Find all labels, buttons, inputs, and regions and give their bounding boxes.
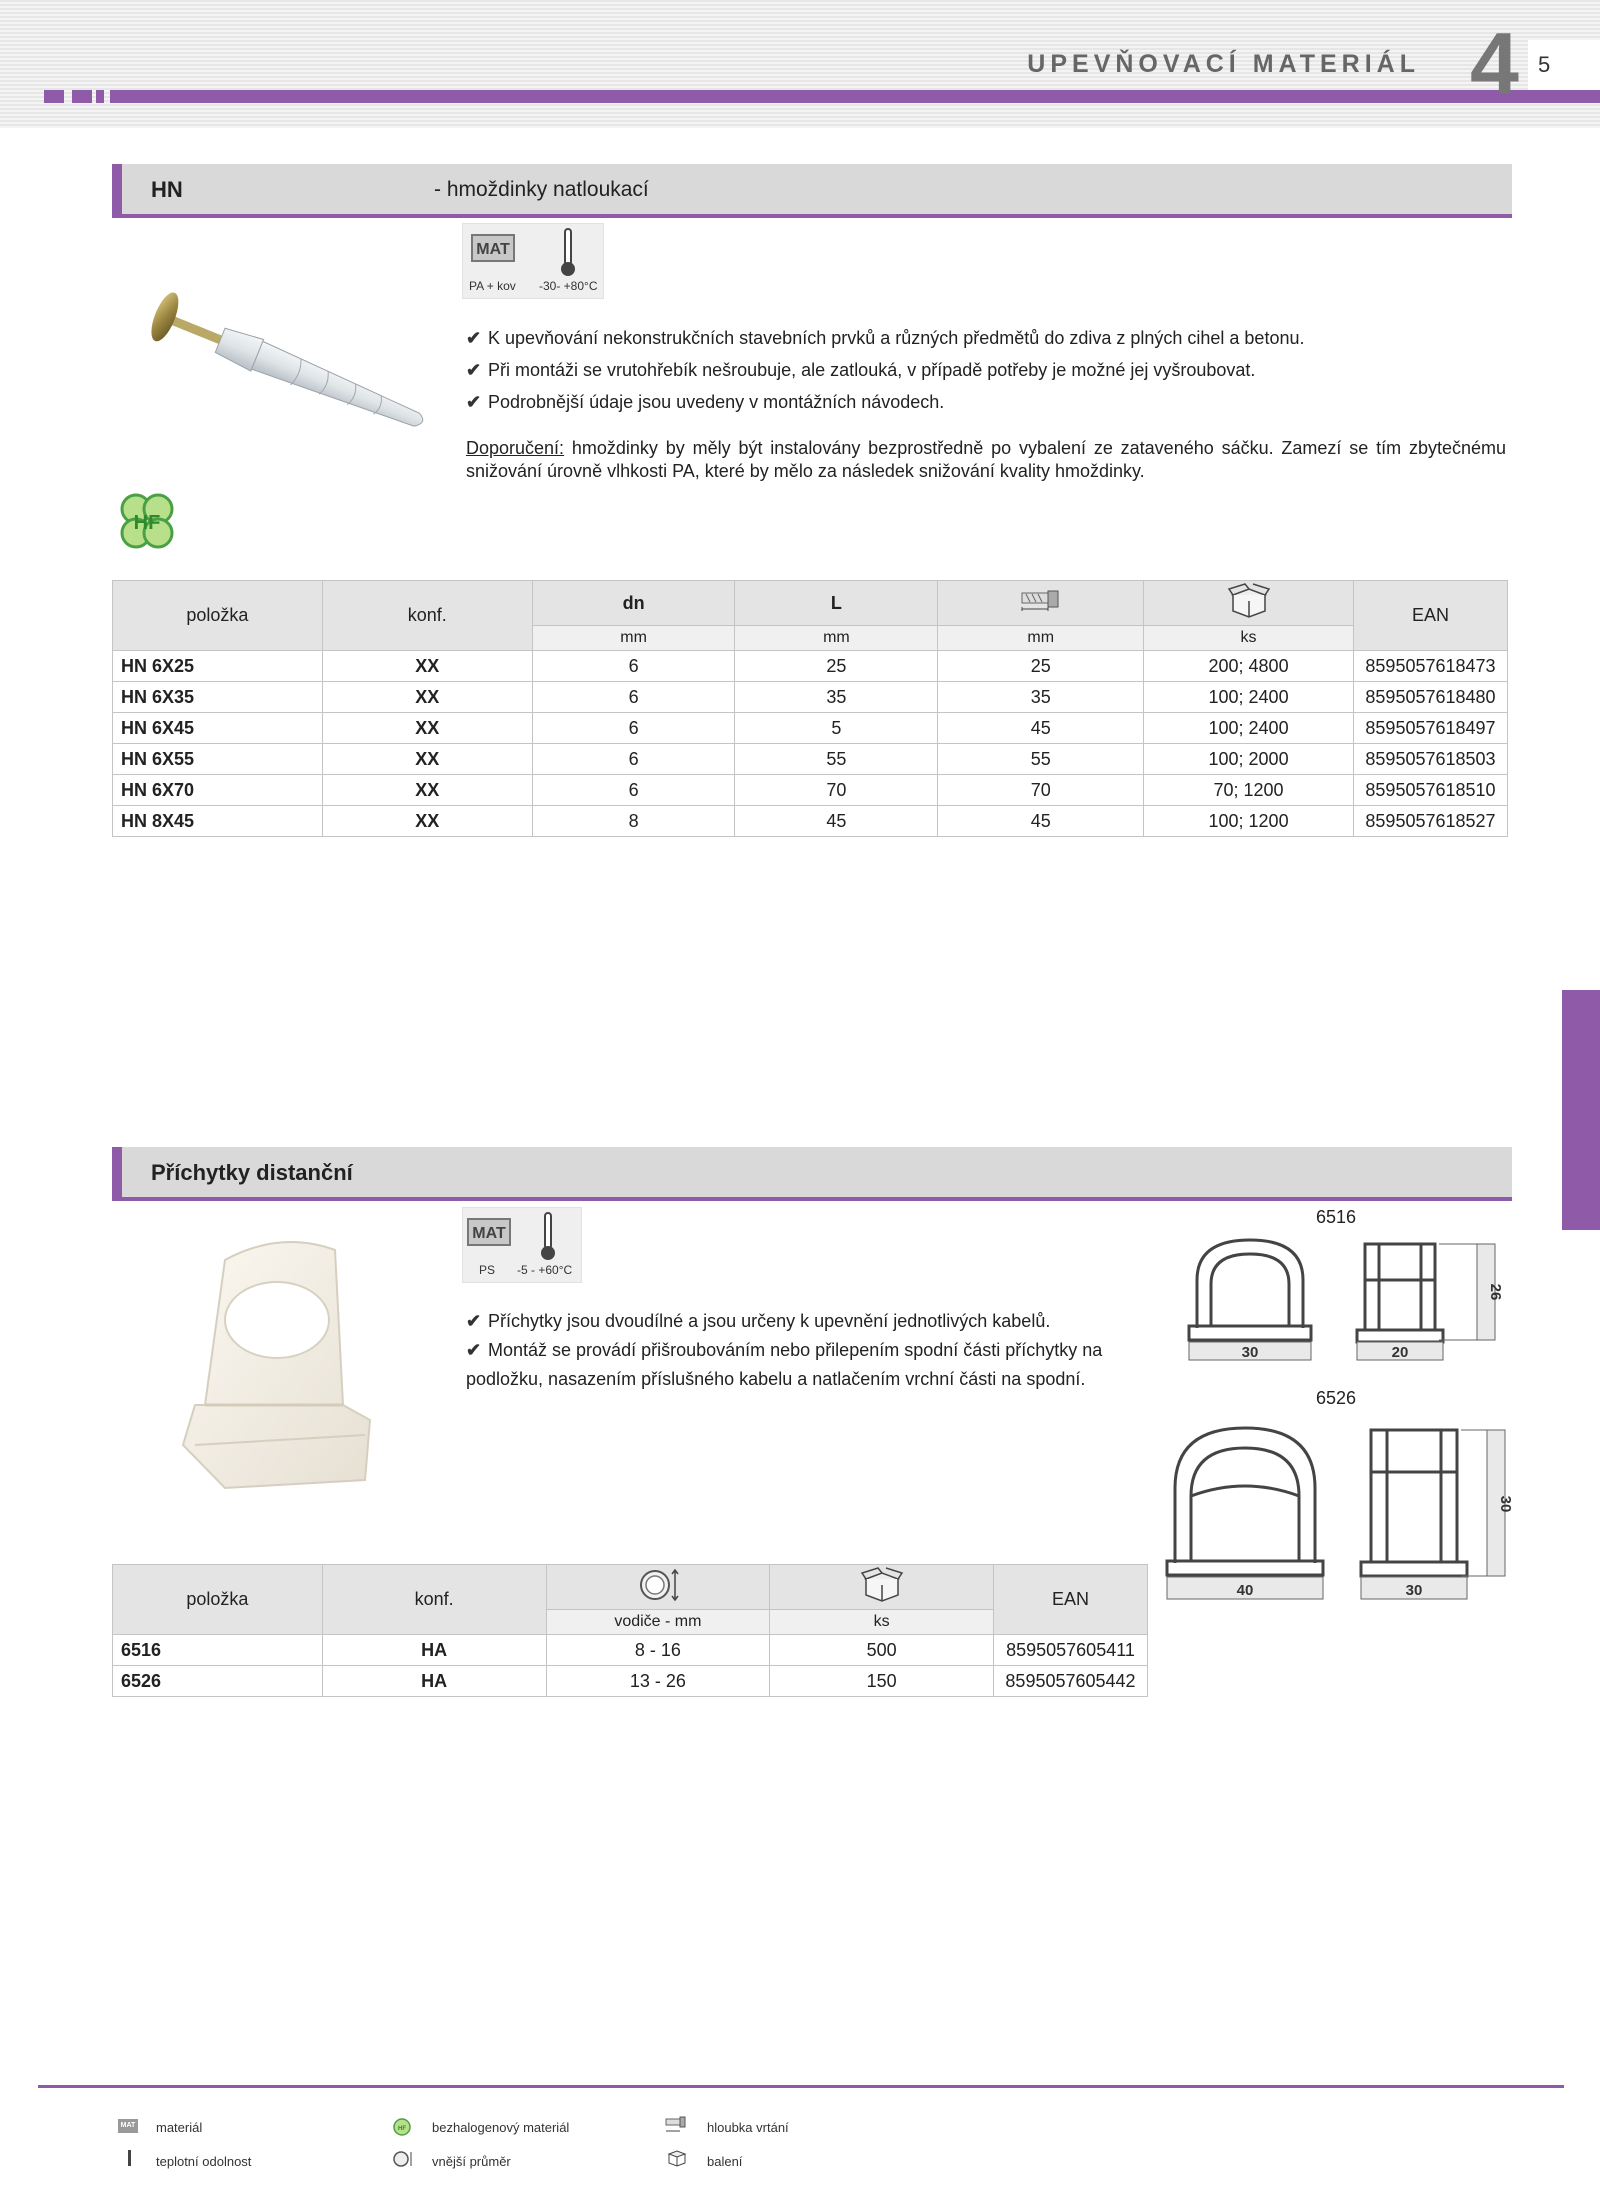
hf-badge-label: HF xyxy=(133,512,161,534)
hf-badge xyxy=(112,487,182,557)
col-header-package xyxy=(1144,581,1354,626)
table-row: HN 6X45 XX 6 5 45 100; 2400 8595057618497 xyxy=(113,713,1508,744)
temperature-value: -5 - +60°C xyxy=(517,1263,573,1277)
hn-product-table xyxy=(112,580,1508,837)
legend-label: teplotní odolnost xyxy=(156,2154,252,2169)
col-header-item: položka xyxy=(113,581,323,651)
dimension-width: 40 xyxy=(1236,1582,1254,1599)
legend-label: vnější průměr xyxy=(432,2154,511,2169)
table-row: HN 8X45 XX 8 45 45 100; 1200 8595057618527 xyxy=(113,806,1508,837)
temperature-value: -30- +80°C xyxy=(539,279,598,293)
legend-label: balení xyxy=(707,2154,743,2169)
thermometer-icon xyxy=(561,228,575,276)
col-header-drill-depth xyxy=(938,581,1144,626)
unit-cell: ks xyxy=(1144,626,1354,651)
list-item: ✔ Podrobnější údaje jsou uvedeny v montážních návodech. xyxy=(466,386,1506,418)
section-header-hn xyxy=(112,164,1512,218)
section-description: - hmoždinky natloukací xyxy=(434,178,649,201)
check-icon: ✔ xyxy=(466,328,482,348)
drawing-6516 xyxy=(1185,1230,1510,1365)
legend-label: hloubka vrtání xyxy=(707,2120,789,2135)
table-row: HN 6X55 XX 6 55 55 100; 2000 8595057618503 xyxy=(113,744,1508,775)
diameter-icon xyxy=(633,1567,683,1603)
box-icon xyxy=(1227,583,1271,619)
drill-depth-icon xyxy=(664,2114,688,2138)
unit-cell: mm xyxy=(532,626,735,651)
spec-icons xyxy=(462,1207,582,1283)
drawing-label-6516: 6516 xyxy=(1316,1207,1357,1227)
mat-icon: MAT xyxy=(118,2119,138,2133)
drill-depth-icon xyxy=(1018,587,1064,615)
section-title: Příchytky distanční xyxy=(151,1160,353,1185)
list-item: ✔ Příchytky jsou dvoudílné a jsou určeny k upevnění jednotlivých kabelů. xyxy=(466,1306,1126,1336)
hf-icon xyxy=(392,2117,412,2137)
section-header-clips xyxy=(112,1147,1512,1201)
svg-text:HF: HF xyxy=(398,2126,406,2132)
page-number: 5 xyxy=(1528,40,1600,90)
col-header-ean: EAN xyxy=(994,1565,1148,1635)
header-square xyxy=(96,90,104,103)
spec-icons xyxy=(462,223,604,299)
col-header-package xyxy=(770,1565,994,1610)
table-row: 6526 HA 13 - 26 150 8595057605442 xyxy=(113,1666,1148,1697)
dimension-width: 30 xyxy=(1241,1344,1259,1361)
dimension-height: 30 xyxy=(1497,1495,1514,1513)
clip-product-image xyxy=(165,1230,390,1490)
check-icon: ✔ xyxy=(466,392,482,412)
thermometer-icon xyxy=(541,1212,555,1260)
section-marker xyxy=(112,164,122,218)
col-header-config: konf. xyxy=(322,1565,546,1635)
check-icon: ✔ xyxy=(466,1311,482,1331)
col-header-diameter xyxy=(546,1565,770,1610)
unit-cell: ks xyxy=(770,1610,994,1635)
anchor-product-image xyxy=(125,300,455,480)
table-row: HN 6X25 XX 6 25 25 200; 4800 8595057618473 xyxy=(113,651,1508,682)
material-value: PS xyxy=(479,1263,496,1277)
unit-cell: mm xyxy=(735,626,938,651)
col-header-l: L xyxy=(735,581,938,626)
mat-icon: MAT xyxy=(471,234,515,262)
bullet-list xyxy=(466,1306,1126,1394)
table-row: HN 6X70 XX 6 70 70 70; 1200 8595057618510 xyxy=(113,775,1508,806)
mat-icon: MAT xyxy=(467,1218,511,1246)
section-code: HN xyxy=(151,177,183,202)
material-value: PA + kov xyxy=(469,279,516,293)
recommendation-label: Doporučení: xyxy=(466,438,565,458)
table-row: 6516 HA 8 - 16 500 8595057605411 xyxy=(113,1635,1148,1666)
section-marker xyxy=(112,1147,122,1201)
box-icon xyxy=(666,2147,688,2169)
footer-line xyxy=(38,2085,1564,2088)
col-header-dn: dn xyxy=(532,581,735,626)
drawing-label-6526: 6526 xyxy=(1316,1388,1357,1408)
dimension-depth: 20 xyxy=(1391,1344,1409,1361)
box-icon xyxy=(860,1567,904,1603)
list-item: ✔ Při montáži se vrutohřebík nešroubuje, ale zatlouká, v případě potřeby je možné jej vyšroubovat. xyxy=(466,354,1506,386)
recommendation-text: hmoždinky by měly být instalovány bezprostředně po vybalení ze zataveného sáčku. Zamezí se tím zbytečnému snižování úrovně vlhkosti PA, které by mělo za následek snižování kvality hmoždinky. xyxy=(466,438,1506,481)
unit-cell: mm xyxy=(938,626,1144,651)
thermometer-icon xyxy=(128,2150,131,2166)
list-item: ✔ K upevňování nekonstrukčních stavebních prvků a různých předmětů do zdiva z plných cihel a betonu. xyxy=(466,322,1506,354)
check-icon: ✔ xyxy=(466,1340,482,1360)
dimension-depth: 30 xyxy=(1405,1582,1423,1599)
col-header-item: položka xyxy=(113,1565,323,1635)
list-item: ✔ Montáž se provádí přišroubováním nebo přilepením spodní části příchytky na podložku, nasazením příslušného kabelu a natlačením vrchní části na spodní. xyxy=(466,1336,1126,1394)
chapter-number: 4 xyxy=(1470,14,1519,113)
clip-product-table xyxy=(112,1564,1148,1697)
check-icon: ✔ xyxy=(466,360,482,380)
dimension-height: 26 xyxy=(1487,1283,1504,1301)
table-row: HN 6X35 XX 6 35 35 100; 2400 8595057618480 xyxy=(113,682,1508,713)
legend-label: materiál xyxy=(156,2120,203,2135)
bullet-list xyxy=(466,322,1506,418)
header-bar xyxy=(110,90,1600,103)
diameter-icon xyxy=(392,2149,414,2169)
recommendation-paragraph xyxy=(466,437,1506,483)
col-header-config: konf. xyxy=(322,581,532,651)
header-square xyxy=(72,90,92,103)
page-title: UPEVŇOVACÍ MATERIÁL xyxy=(1027,50,1420,78)
drawing-6526 xyxy=(1165,1418,1514,1613)
col-header-ean: EAN xyxy=(1353,581,1507,651)
header-square xyxy=(44,90,64,103)
chapter-side-tab xyxy=(1562,990,1600,1230)
unit-cell: vodiče - mm xyxy=(546,1610,770,1635)
legend-label: bezhalogenový materiál xyxy=(432,2120,570,2135)
